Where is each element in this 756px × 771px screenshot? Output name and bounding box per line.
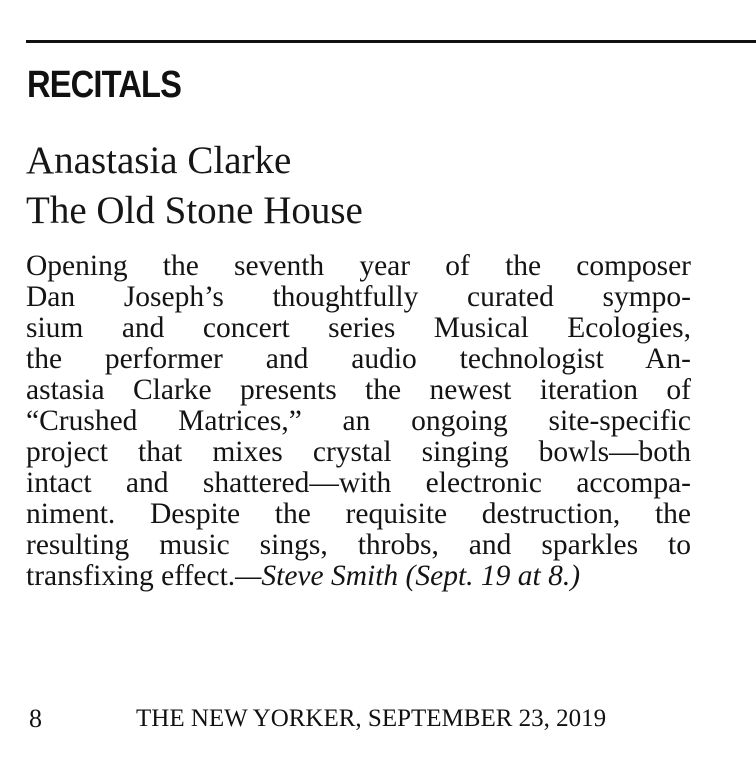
review-final-line — [26, 561, 691, 592]
review-line: “Crushed Matrices,” an ongoing site-specific — [26, 405, 691, 437]
review-credit: —Steve Smith (Sept. 19 at 8.) — [235, 560, 581, 592]
review-line: intact and shattered—with electronic accompa- — [26, 467, 691, 499]
review-line: resulting music sings, throbs, and sparkles to — [26, 529, 691, 561]
review-line: sium and concert series Musical Ecologies, — [26, 312, 691, 344]
page-footer — [29, 704, 689, 734]
section-heading: RECITALS — [27, 64, 182, 106]
review-line: Dan Joseph’s thoughtfully curated sympo- — [26, 281, 691, 313]
review-final-text: transfixing effect. — [26, 560, 236, 592]
review-line: Opening the seventh year of the composer — [26, 250, 691, 282]
review-line: astasia Clarke presents the newest iteration of — [26, 374, 691, 406]
review-line: project that mixes crystal singing bowls—both — [26, 436, 691, 468]
review-text — [26, 251, 691, 592]
event-title — [26, 136, 363, 236]
top-rule — [26, 40, 756, 43]
venue-name: The Old Stone House — [26, 189, 363, 232]
footer-masthead: THE NEW YORKER, SEPTEMBER 23, 2019 — [136, 705, 607, 732]
review-line: the performer and audio technologist An- — [26, 343, 691, 375]
performer-name: Anastasia Clarke — [26, 139, 292, 182]
review-line: niment. Despite the requisite destruction, the — [26, 498, 691, 530]
page-number: 8 — [29, 704, 42, 733]
